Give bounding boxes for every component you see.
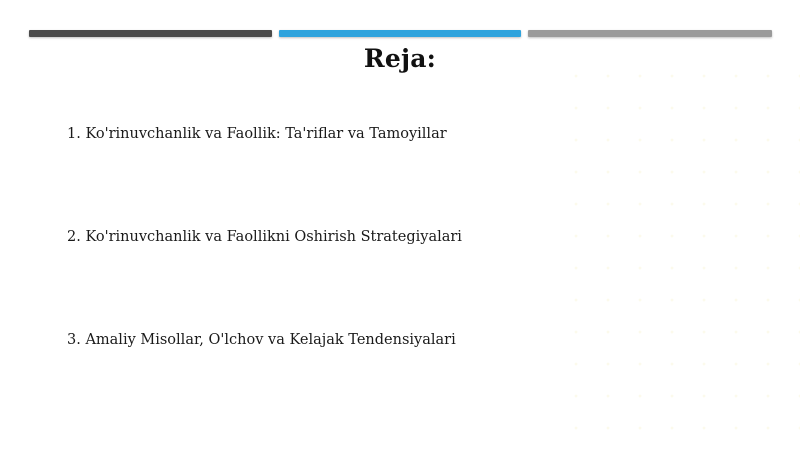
agenda-item-3: 3. Amaliy Misollar, O'lchov va Kelajak Tendensiyalari (67, 332, 456, 348)
blue-bar (279, 30, 521, 37)
top-decorative-bars (29, 30, 772, 38)
light-gray-bar (528, 30, 772, 37)
decorative-dot-pattern (560, 60, 800, 449)
agenda-item-1: 1. Ko'rinuvchanlik va Faollik: Ta'riflar va Tamoyillar (67, 126, 447, 142)
slide-title: Reja: (363, 44, 437, 73)
dark-gray-bar (29, 30, 272, 37)
agenda-item-2: 2. Ko'rinuvchanlik va Faollikni Oshirish Strategiyalari (67, 229, 462, 245)
